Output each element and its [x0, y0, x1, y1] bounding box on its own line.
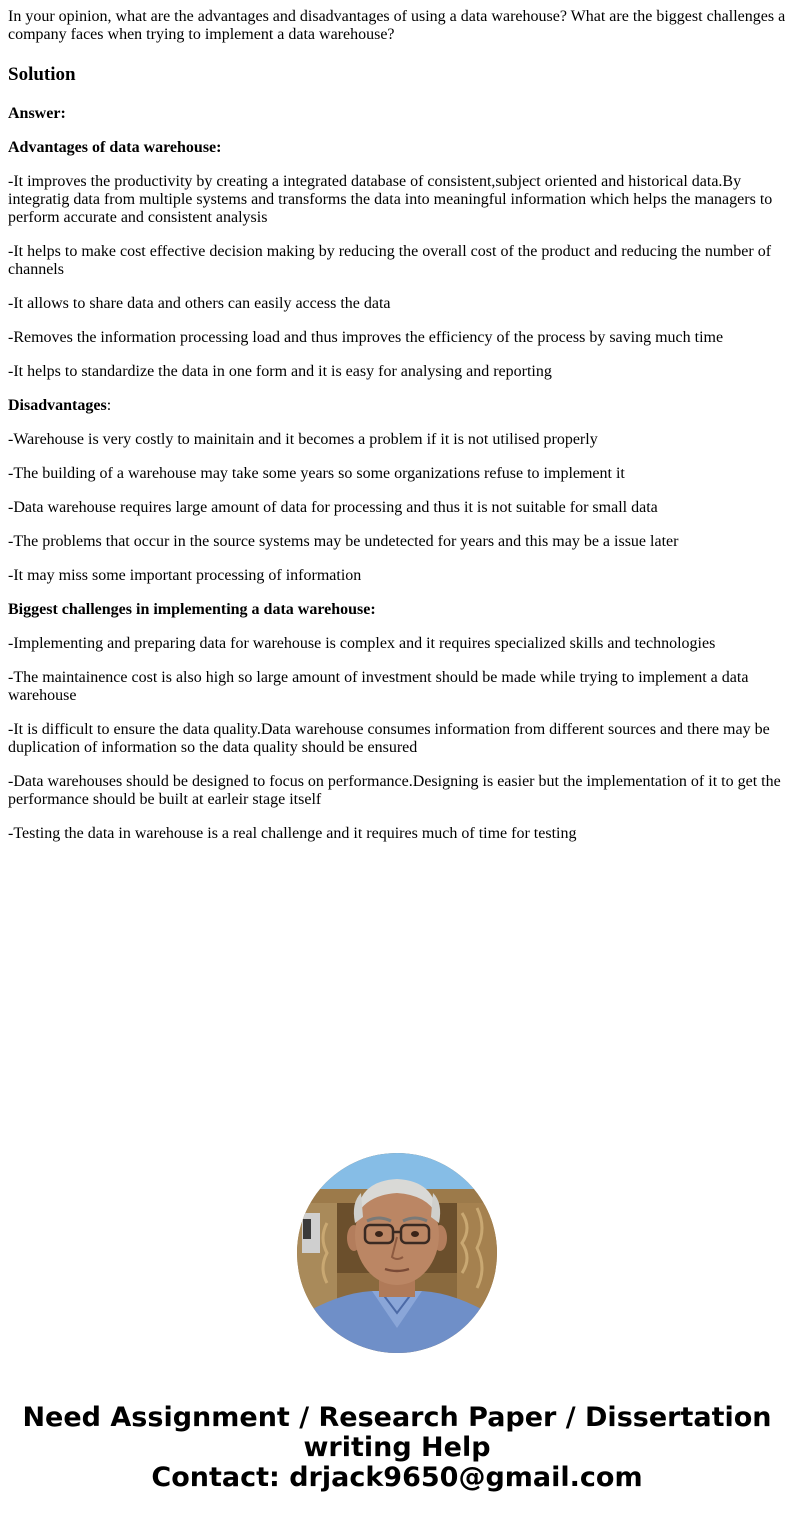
disadvantage-item: -It may miss some important processing of information — [8, 567, 362, 584]
challenge-item: -The maintainence cost is also high so large amount of investment should be made while trying to implement a data warehouse — [8, 669, 749, 704]
advantage-item: -It allows to share data and others can easily access the data — [8, 295, 391, 312]
disadvantages-heading-line — [8, 397, 788, 415]
document-body — [8, 8, 788, 859]
disadvantage-item: -The problems that occur in the source systems may be undetected for years and this may be a issue later — [8, 533, 679, 550]
question-text: In your opinion, what are the advantages and disadvantages of using a data warehouse? What are the biggest challenges a company faces when trying to implement a data warehouse? — [8, 8, 786, 43]
answer-label: Answer: — [8, 105, 66, 122]
disadvantage-item: -Data warehouse requires large amount of data for processing and thus it is not suitable for small data — [8, 499, 658, 516]
advantage-item: -It helps to standardize the data in one form and it is easy for analysing and reporting — [8, 363, 552, 380]
advantage-item: -Removes the information processing load and thus improves the efficiency of the process by saving much time — [8, 329, 724, 346]
footer-line-2: writing Help — [303, 1432, 491, 1463]
contact-footer — [0, 1403, 794, 1493]
challenge-item: -Testing the data in warehouse is a real challenge and it requires much of time for testing — [8, 825, 577, 842]
challenge-item: -Data warehouses should be designed to focus on performance.Designing is easier but the implementation of it to get the performance should be built at earleir stage itself — [8, 773, 781, 808]
advantages-heading: Advantages of data warehouse: — [8, 139, 222, 156]
advantage-item: -It improves the productivity by creating a integrated database of consistent,subject oriented and historical data.By integratig data from multiple systems and transforms the data into meaningful information which helps the managers to perform accurate and consistent analysis — [8, 173, 773, 226]
disadvantages-heading: Disadvantages — [8, 397, 107, 414]
challenge-item: -It is difficult to ensure the data quality.Data warehouse consumes information from different sources and there may be duplication of information so the data quality should be ensured — [8, 721, 770, 756]
disadvantages-heading-colon: : — [106, 397, 112, 414]
footer-contact-line: Contact: drjack9650@gmail.com — [151, 1462, 643, 1493]
disadvantage-item: -The building of a warehouse may take some years so some organizations refuse to implement it — [8, 465, 625, 482]
challenge-item: -Implementing and preparing data for warehouse is complex and it requires specialized skills and technologies — [8, 635, 716, 652]
advantage-item: -It helps to make cost effective decision making by reducing the overall cost of the product and reducing the number of channels — [8, 243, 772, 278]
author-portrait-image — [297, 1153, 497, 1353]
solution-heading: Solution — [8, 64, 76, 85]
disadvantage-item: -Warehouse is very costly to mainitain and it becomes a problem if it is not utilised properly — [8, 431, 598, 448]
challenges-heading: Biggest challenges in implementing a data warehouse: — [8, 601, 376, 618]
author-avatar — [297, 1153, 497, 1353]
footer-line-1: Need Assignment / Research Paper / Dissertation — [22, 1402, 772, 1433]
